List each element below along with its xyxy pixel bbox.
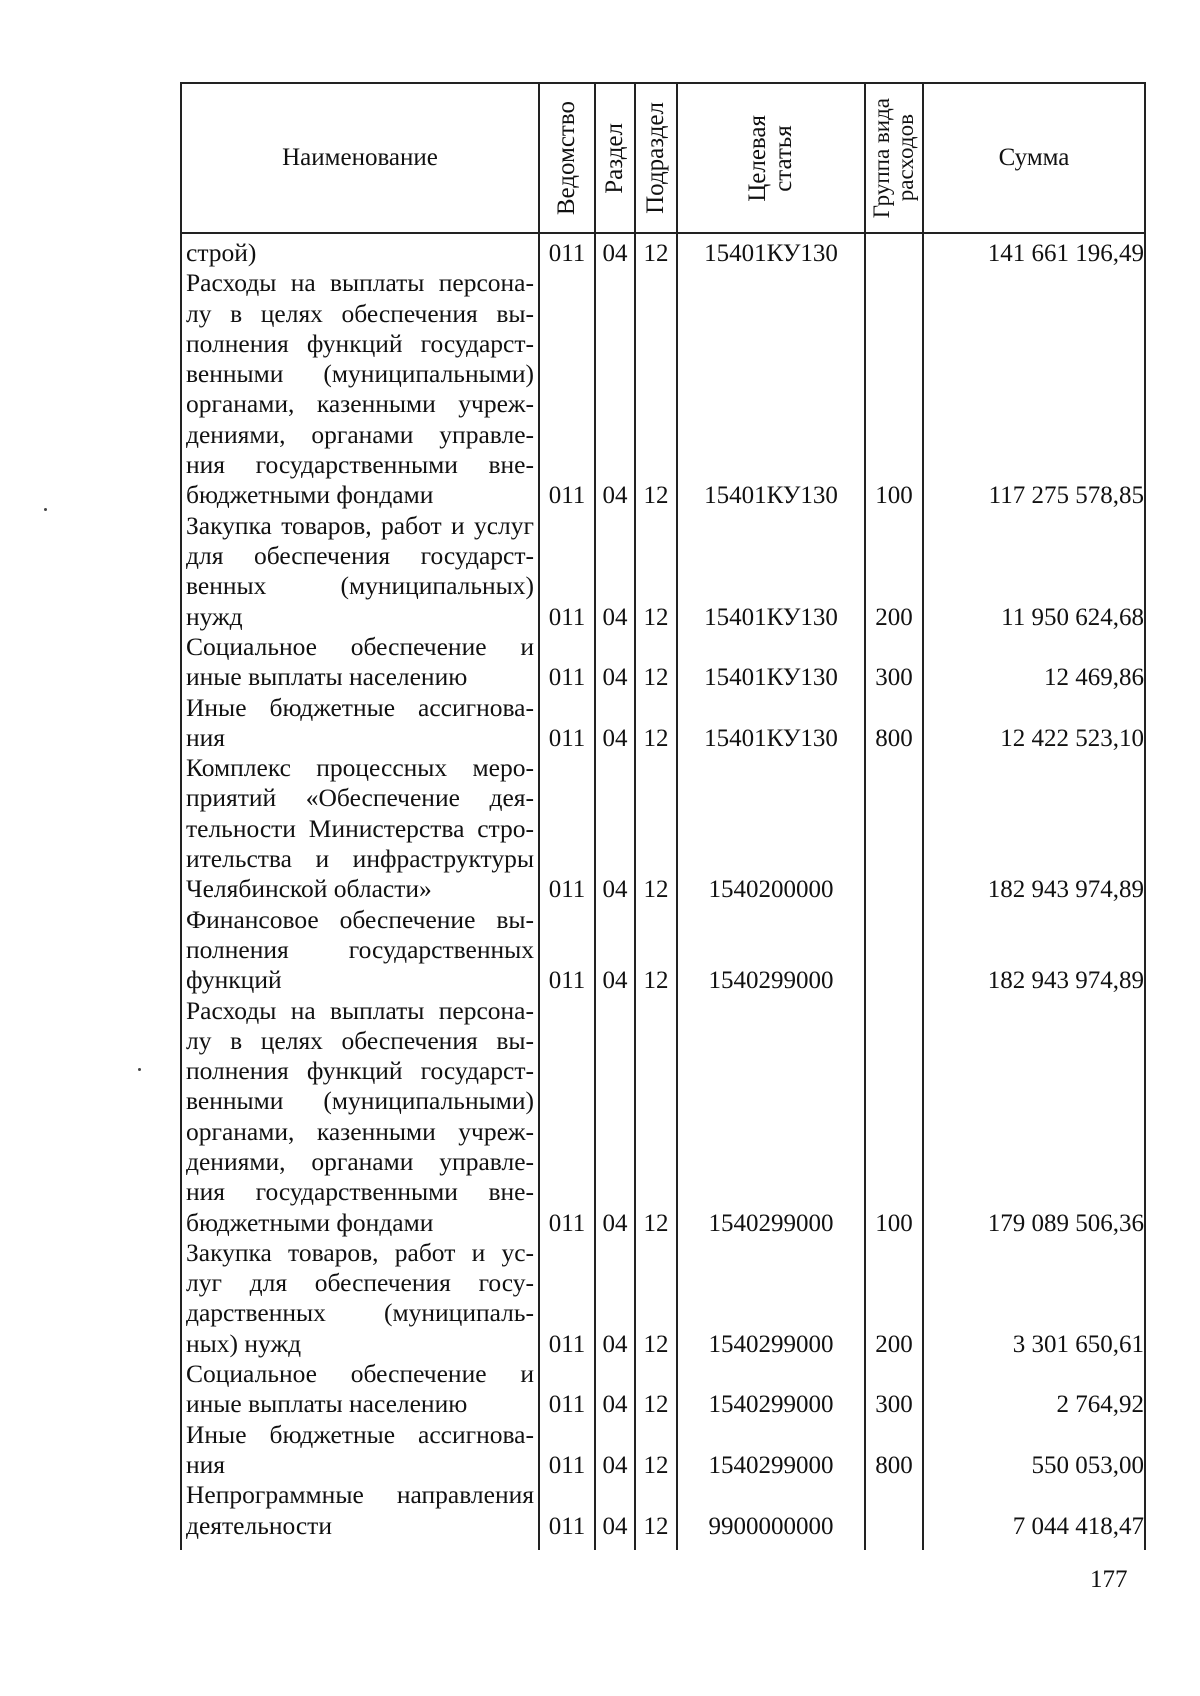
cell-podrazdel: 12 <box>643 240 669 267</box>
cell-podrazdel: 12 <box>643 1209 669 1237</box>
row-name-line: Непрограммные направления <box>186 1480 534 1510</box>
row-name-line: полнения государственных <box>186 934 534 964</box>
row-name-line: иные выплаты населению <box>186 1389 468 1419</box>
row-name-line: функций <box>186 965 282 995</box>
header-podrazdel-text: Подраздел <box>642 102 669 214</box>
cell-vedomstvo: 011 <box>548 1512 586 1540</box>
cell-summa: 182 943 974,89 <box>987 967 1144 995</box>
cell-gruppa: 100 <box>875 1209 913 1237</box>
cell-razdel: 04 <box>602 1512 628 1540</box>
header-name <box>182 84 538 232</box>
table-row-name <box>186 511 534 632</box>
row-name-line: ния <box>186 722 226 752</box>
cell-celevaya: 1540299000 <box>708 1391 834 1419</box>
cell-gruppa: 200 <box>875 1330 913 1358</box>
row-name-line: Иные бюджетные ассигнова- <box>186 1419 534 1449</box>
cell-podrazdel: 12 <box>643 1330 669 1358</box>
cell-summa: 7 044 418,47 <box>1012 1512 1144 1540</box>
row-name-line: полнения функций государст- <box>186 1056 534 1086</box>
cell-summa: 182 943 974,89 <box>987 876 1144 904</box>
cell-vedomstvo: 011 <box>548 482 586 510</box>
cell-podrazdel: 12 <box>643 876 669 904</box>
table-row-name <box>186 1480 534 1541</box>
cell-razdel: 04 <box>602 482 628 510</box>
cell-vedomstvo: 011 <box>548 876 586 904</box>
header-celevaya-line2: статья <box>770 124 797 192</box>
row-name-line: приятий «Обеспечение дея- <box>186 783 534 813</box>
row-name-line: бюджетными фондами <box>186 1207 434 1237</box>
scan-speck <box>138 1068 141 1071</box>
header-gruppa <box>866 84 922 232</box>
cell-razdel: 04 <box>602 876 628 904</box>
cell-podrazdel: 12 <box>643 1391 669 1419</box>
cell-celevaya: 15401КУ130 <box>704 724 838 752</box>
cell-podrazdel: 12 <box>643 724 669 752</box>
header-summa-text: Сумма <box>998 144 1070 171</box>
table-row-name <box>186 753 534 904</box>
header-vedomstvo <box>540 84 594 232</box>
header-razdel <box>596 84 634 232</box>
row-name-line: луг для обеспечения госу- <box>186 1268 534 1298</box>
cell-vedomstvo: 011 <box>548 1209 586 1237</box>
table-row-name <box>186 1238 534 1359</box>
row-name-line: Социальное обеспечение и <box>186 1359 534 1389</box>
table-row-name <box>186 238 534 268</box>
header-celevaya-line1: Целевая <box>744 114 771 202</box>
cell-celevaya: 15401КУ130 <box>704 664 838 692</box>
cell-podrazdel: 12 <box>643 967 669 995</box>
cell-podrazdel: 12 <box>643 603 669 631</box>
row-name-line: бюджетными фондами <box>186 480 434 510</box>
cell-celevaya: 1540299000 <box>708 1452 834 1479</box>
row-name-line: деятельности <box>186 1510 332 1540</box>
col-border-sum <box>922 82 924 1550</box>
header-name-text: Наименование <box>282 144 438 171</box>
cell-vedomstvo: 011 <box>548 240 586 267</box>
row-name-line: венными (муниципальными) <box>186 1086 534 1116</box>
row-name-line: лу в целях обеспечения вы- <box>186 298 534 328</box>
row-name-line: нужд <box>186 601 243 631</box>
row-name-line: Челябинской области» <box>186 874 432 904</box>
table-row-name <box>186 632 534 693</box>
cell-razdel: 04 <box>602 1452 628 1479</box>
cell-gruppa: 100 <box>875 482 913 510</box>
cell-summa: 179 089 506,36 <box>987 1209 1144 1237</box>
cell-summa: 12 422 523,10 <box>1000 724 1144 752</box>
cell-celevaya: 1540299000 <box>708 1209 834 1237</box>
cell-summa: 550 053,00 <box>1031 1452 1144 1479</box>
cell-summa: 141 661 196,49 <box>987 240 1144 267</box>
cell-celevaya: 15401КУ130 <box>704 482 838 510</box>
page-number: 177 <box>1090 1566 1128 1593</box>
cell-summa: 11 950 624,68 <box>1001 603 1144 631</box>
row-name-line: Расходы на выплаты персона- <box>186 268 534 298</box>
cell-vedomstvo: 011 <box>548 967 586 995</box>
cell-vedomstvo: 011 <box>548 1452 586 1479</box>
cell-gruppa: 800 <box>875 1452 913 1479</box>
cell-vedomstvo: 011 <box>548 724 586 752</box>
row-name-line: для обеспечения государст- <box>186 540 534 570</box>
table-row-name <box>186 268 534 510</box>
row-name-line: ния государственными вне- <box>186 1177 534 1207</box>
scan-speck <box>44 508 47 511</box>
cell-gruppa: 200 <box>875 603 913 631</box>
cell-vedomstvo: 011 <box>548 603 586 631</box>
cell-celevaya: 1540299000 <box>708 1330 834 1358</box>
row-name-line: органами, казенными учреж- <box>186 389 534 419</box>
cell-podrazdel: 12 <box>643 664 669 692</box>
cell-podrazdel: 12 <box>643 1452 669 1479</box>
row-name-line: Финансовое обеспечение вы- <box>186 904 534 934</box>
cell-podrazdel: 12 <box>643 482 669 510</box>
row-name-line: Расходы на выплаты персона- <box>186 995 534 1025</box>
row-name-line: венных (муниципальных) <box>186 571 534 601</box>
row-name-line: дениями, органами управле- <box>186 419 534 449</box>
cell-summa: 3 301 650,61 <box>1012 1330 1144 1358</box>
cell-razdel: 04 <box>602 1209 628 1237</box>
row-name-line: иные выплаты населению <box>186 662 468 692</box>
cell-razdel: 04 <box>602 240 628 267</box>
row-name-line: дениями, органами управле- <box>186 1146 534 1176</box>
cell-podrazdel: 12 <box>643 1512 669 1540</box>
cell-vedomstvo: 011 <box>548 664 586 692</box>
cell-razdel: 04 <box>602 724 628 752</box>
row-name-line: лу в целях обеспечения вы- <box>186 1025 534 1055</box>
row-name-line: Закупка товаров, работ и ус- <box>186 1237 534 1267</box>
cell-gruppa: 300 <box>875 1391 913 1419</box>
header-gruppa-line1: Группа вида <box>869 97 894 219</box>
cell-gruppa: 300 <box>875 664 913 692</box>
header-gruppa-text <box>870 98 918 218</box>
row-name-line: ных) нужд <box>186 1328 302 1358</box>
row-name-line: Иные бюджетные ассигнова- <box>186 692 534 722</box>
cell-vedomstvo: 011 <box>548 1330 586 1358</box>
row-name-line: полнения функций государст- <box>186 328 534 358</box>
cell-razdel: 04 <box>602 1330 628 1358</box>
row-name-line: тельности Министерства стро- <box>186 813 534 843</box>
cell-celevaya: 15401КУ130 <box>704 603 838 631</box>
row-name-line: дарственных (муниципаль- <box>186 1298 534 1328</box>
cell-summa: 2 764,92 <box>1056 1391 1144 1419</box>
row-name-line: строй) <box>186 238 257 267</box>
cell-vedomstvo: 011 <box>548 1391 586 1419</box>
header-razdel-text: Раздел <box>601 122 628 194</box>
cell-summa: 12 469,86 <box>1044 664 1144 692</box>
header-podrazdel <box>636 84 676 232</box>
header-celevaya-text <box>745 115 797 202</box>
cell-celevaya: 15401КУ130 <box>704 240 838 267</box>
cell-summa: 117 275 578,85 <box>988 482 1144 510</box>
cell-gruppa: 800 <box>875 724 913 752</box>
header-gruppa-line2: расходов <box>893 114 918 202</box>
cell-razdel: 04 <box>602 603 628 631</box>
row-name-line: венными (муниципальными) <box>186 359 534 389</box>
table-row-name <box>186 1359 534 1420</box>
cell-celevaya: 1540200000 <box>708 876 834 904</box>
cell-razdel: 04 <box>602 967 628 995</box>
row-name-line: ительства и инфраструктуры <box>186 843 534 873</box>
table-row-name <box>186 996 534 1238</box>
cell-razdel: 04 <box>602 1391 628 1419</box>
cell-celevaya: 1540299000 <box>708 967 834 995</box>
table-row-name <box>186 693 534 754</box>
header-celevaya <box>678 84 864 232</box>
row-name-line: ния государственными вне- <box>186 450 534 480</box>
table-row-name <box>186 1420 534 1481</box>
row-name-line: органами, казенными учреж- <box>186 1116 534 1146</box>
row-name-line: ния <box>186 1449 226 1479</box>
col-border-right <box>1144 82 1146 1550</box>
row-name-line: Закупка товаров, работ и услуг <box>186 510 534 540</box>
col-border-left <box>180 82 182 1550</box>
row-name-line: Социальное обеспечение и <box>186 631 534 661</box>
cell-celevaya: 9900000000 <box>708 1512 834 1540</box>
table-row-name <box>186 905 534 996</box>
header-vedomstvo-text: Ведомство <box>553 100 580 216</box>
cell-razdel: 04 <box>602 664 628 692</box>
header-summa <box>924 84 1144 232</box>
header-bottom-border <box>180 232 1146 234</box>
row-name-line: Комплекс процессных меро- <box>186 753 534 783</box>
